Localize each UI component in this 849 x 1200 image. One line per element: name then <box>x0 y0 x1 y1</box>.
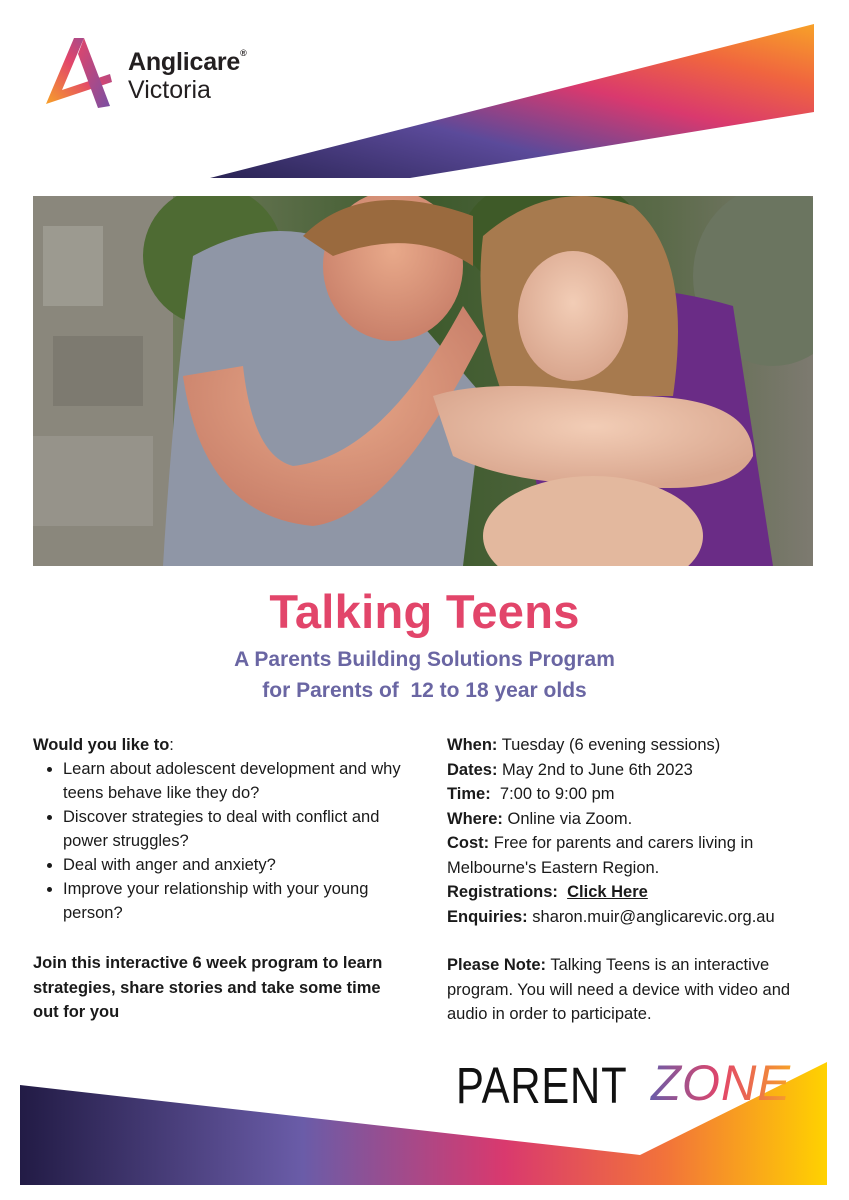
dates-row <box>447 758 827 783</box>
dates-value: May 2nd to June 6th 2023 <box>497 760 693 779</box>
registrations-row <box>447 880 827 905</box>
list-item: • Discover strategies to deal with conflict and power struggles? <box>63 805 403 853</box>
join-statement: Join this interactive 6 week program to learn strategies, share stories and take some time out for you <box>33 954 383 1021</box>
time-row <box>447 782 827 807</box>
when-label: When: <box>447 736 498 754</box>
details-column <box>447 733 827 1027</box>
where-label: Where: <box>447 809 503 828</box>
when-row <box>447 733 827 758</box>
note-value: Talking Teens is an interactive program. You will need a device with video and audio in order to participate. <box>447 956 791 1023</box>
list-item: • Deal with anger and anxiety? <box>63 853 403 877</box>
time-label: Time: <box>447 785 491 803</box>
subtitle-line-1: A Parents Building Solutions Program <box>234 648 615 671</box>
when-value: Tuesday (6 evening sessions) <box>497 736 721 754</box>
cost-label: Cost: <box>447 834 490 852</box>
note-label: Please Note: <box>447 956 547 974</box>
brand-name: Anglicare <box>128 48 241 76</box>
click-here-link[interactable]: Click Here <box>567 883 648 901</box>
question-colon: : <box>169 736 174 754</box>
registrations-label: Registrations: <box>447 883 558 901</box>
hero-photo <box>33 196 813 566</box>
time-value: 7:00 to 9:00 pm <box>490 785 615 803</box>
page-title: Talking Teens <box>269 585 580 638</box>
enquiries-label: Enquiries: <box>447 907 528 926</box>
parentzone-logo <box>456 1056 797 1115</box>
brand-subname: Victoria <box>128 76 211 104</box>
enquiries-row <box>447 905 827 930</box>
note-row <box>447 953 827 1027</box>
anglicare-a-icon <box>40 34 120 114</box>
list-item: • Learn about adolescent development and why teens behave like they do? <box>63 757 403 805</box>
question-heading: Would you like to <box>33 736 170 754</box>
parentzone-zone-mark <box>647 1056 797 1108</box>
cost-value: Free for parents and carers living in Melbourne's Eastern Region. <box>447 834 754 877</box>
benefits-list <box>33 757 403 925</box>
dates-label: Dates: <box>447 760 498 779</box>
where-row <box>447 807 827 832</box>
parentzone-part2: ZONE <box>650 1056 792 1108</box>
left-column <box>33 733 403 1025</box>
anglicare-logo <box>40 34 280 114</box>
cost-row <box>447 831 827 880</box>
list-item: • Improve your relationship with your young person? <box>63 877 403 925</box>
subtitle-line-2: for Parents of 12 to 18 year olds <box>262 679 587 702</box>
enquiries-email[interactable]: sharon.muir@anglicarevic.org.au <box>527 907 775 926</box>
parentzone-part1: PARENT <box>456 1057 628 1114</box>
registered-mark: ® <box>240 48 247 58</box>
where-value: Online via Zoom. <box>502 809 633 828</box>
